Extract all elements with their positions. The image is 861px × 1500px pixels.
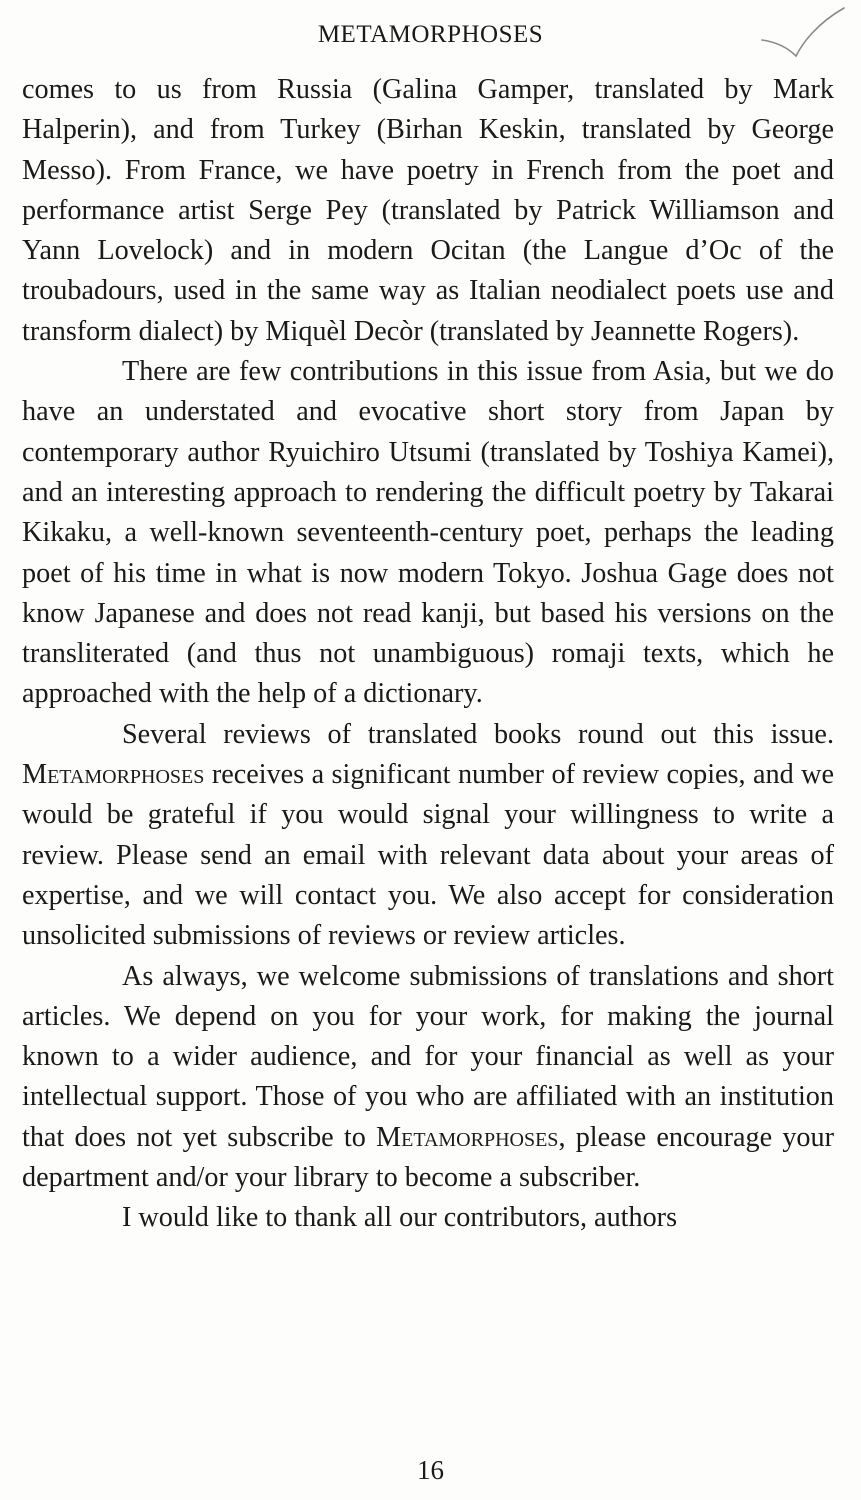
- paragraph-2: There are few contributions in this issue from Asia, but we do have an understated and evocative short story from Japan by contemporary author Ryuichiro Utsumi (translated by Toshiya Kamei), and an interesting approach to rendering the difficult poetry by Takarai Kikaku, a well-known seventeenth-century poet, perhaps the leading poet of his time in what is now modern Tokyo. Joshua Gage does not know Japanese and does not read kanji, but based his versions on the transliterated (and thus not unambiguous) romaji texts, which he approached with the help of a dictionary.: [22, 356, 834, 710]
- paragraph-3: [22, 715, 834, 957]
- paragraph-4-text-a: As always, we welcome submissions of translations and short articles. We depend on you for your work, for making the journal known to a wider audience, and for your financial as well as your intellectual support. Those of you who are affiliated with an institution that does not yet subscribe to: [22, 960, 834, 1153]
- paragraph-1: comes to us from Russia (Galina Gamper, translated by Mark Halperin), and from Turkey (Birhan Keskin, translated by George Messo). From France, we have poetry in French from the poet and performance artist Serge Pey (translated by Patrick Williamson and Yann Lovelock) and in modern Ocitan (the Langue d’Oc of the troubadours, used in the same way as Italian neodialect poets use and transform dialect) by Miquèl Decòr (translated by Jeannette Rogers).: [22, 74, 834, 347]
- body-text: [22, 70, 834, 1239]
- page-number: 16: [417, 1455, 444, 1485]
- paragraph-4: [22, 957, 834, 1199]
- running-head: METAMORPHOSES: [317, 21, 544, 48]
- paragraph-4-text-b: , please encourage your department and/or your library to become a subscriber.: [22, 1121, 835, 1194]
- handwritten-check-mark: [758, 4, 848, 66]
- journal-title-inline: Metamorphoses: [22, 759, 205, 791]
- journal-title-inline: Metamorphoses: [376, 1121, 559, 1153]
- paragraph-3-text-a: Several reviews of translated books round out this issue.: [122, 718, 834, 750]
- paragraph-3-text-b: receives a significant number of review copies, and we would be grateful if you would signal your willingness to write a review. Please send an email with relevant data about your areas of expertise, and we will contact you. We also accept for consideration unsolicited submissions of reviews or review articles.: [22, 759, 835, 952]
- paragraph-5: I would like to thank all our contributors, authors: [122, 1202, 678, 1234]
